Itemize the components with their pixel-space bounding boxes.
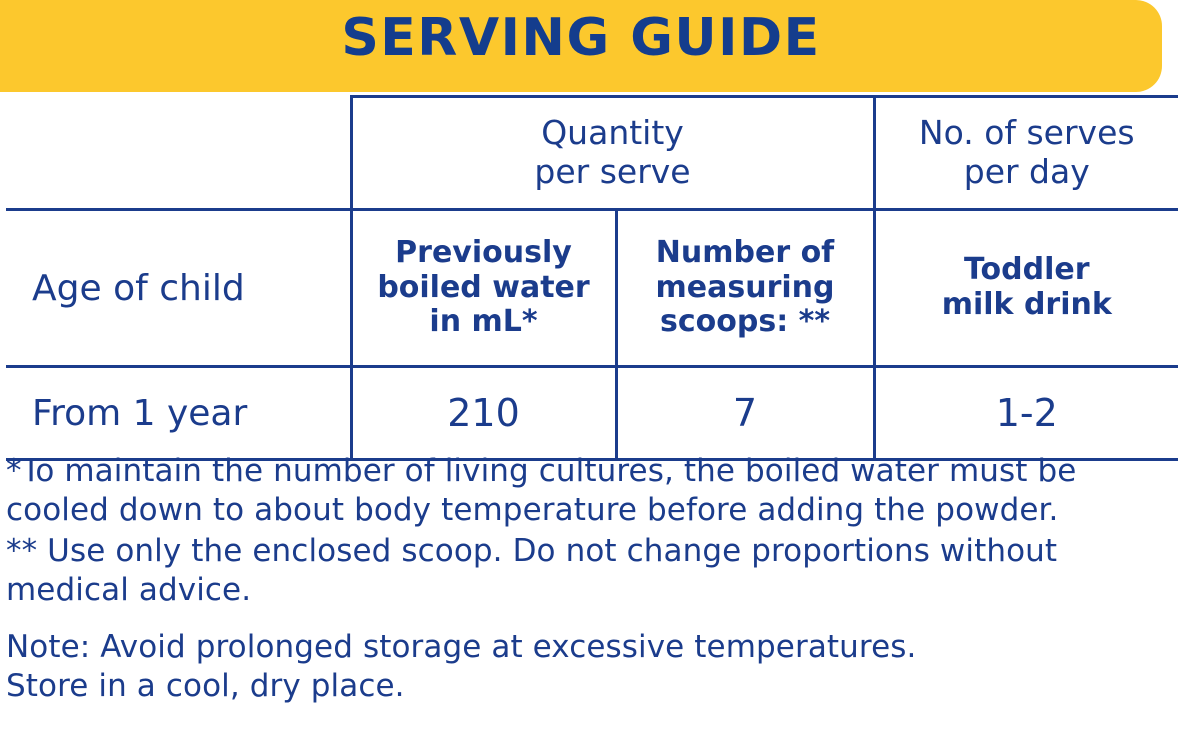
page-title: SERVING GUIDE <box>341 8 821 68</box>
table-header-toddler-milk-drink <box>874 210 1178 367</box>
toddler-line-1: Toddler <box>964 252 1090 288</box>
footnote-star-line-2: cooled down to about body temperature before adding the powder. <box>6 492 1059 529</box>
table-cell-serves-value: 1-2 <box>874 367 1178 460</box>
footnote-star-line-1: *To maintain the number of living cultures, the boiled water must be <box>6 453 1077 489</box>
footnotes-section <box>6 452 1192 706</box>
scoops-line-1: Number of <box>655 234 835 270</box>
scoops-line-3: scoops: ** <box>660 304 831 340</box>
table-cell-water-value: 210 <box>351 367 616 460</box>
table-row-group-headers <box>6 97 1178 210</box>
table-header-serves-per-day <box>874 97 1178 210</box>
table-header-number-of-scoops <box>616 210 874 367</box>
scoops-line-2: measuring <box>655 269 835 305</box>
table-row-column-headers <box>6 210 1178 367</box>
storage-note <box>6 628 1192 706</box>
table-header-previously-boiled-water <box>351 210 616 367</box>
table-header-quantity-per-serve <box>351 97 874 210</box>
footnote-star <box>6 452 1192 530</box>
serves-line-2: per day <box>963 152 1090 191</box>
table-cell-scoops-value: 7 <box>616 367 874 460</box>
quantity-line-1: Quantity <box>541 113 684 153</box>
footnote-double-line-1: ** Use only the enclosed scoop. Do not change proportions without <box>6 533 1058 570</box>
header-banner <box>0 0 1162 92</box>
storage-note-line-2: Store in a cool, dry place. <box>6 668 405 705</box>
serving-guide-table-container <box>6 95 1178 461</box>
table-cell-empty-corner <box>6 97 351 210</box>
toddler-line-2: milk drink <box>941 287 1112 322</box>
quantity-line-2: per serve <box>534 152 691 191</box>
water-line-2: boiled water <box>377 269 590 305</box>
table-cell-age-value: From 1 year <box>6 367 351 460</box>
table-header-age-of-child: Age of child <box>6 210 351 367</box>
footnote-double-line-2: medical advice. <box>6 572 252 609</box>
footnote-double-star <box>6 532 1192 610</box>
table-row <box>6 367 1178 460</box>
storage-note-line-1: Note: Avoid prolonged storage at excessive temperatures. <box>6 629 917 666</box>
water-line-1: Previously <box>395 234 572 270</box>
serves-line-1: No. of serves <box>918 113 1135 153</box>
water-line-3: in mL* <box>429 304 538 340</box>
serving-guide-table <box>6 95 1178 461</box>
